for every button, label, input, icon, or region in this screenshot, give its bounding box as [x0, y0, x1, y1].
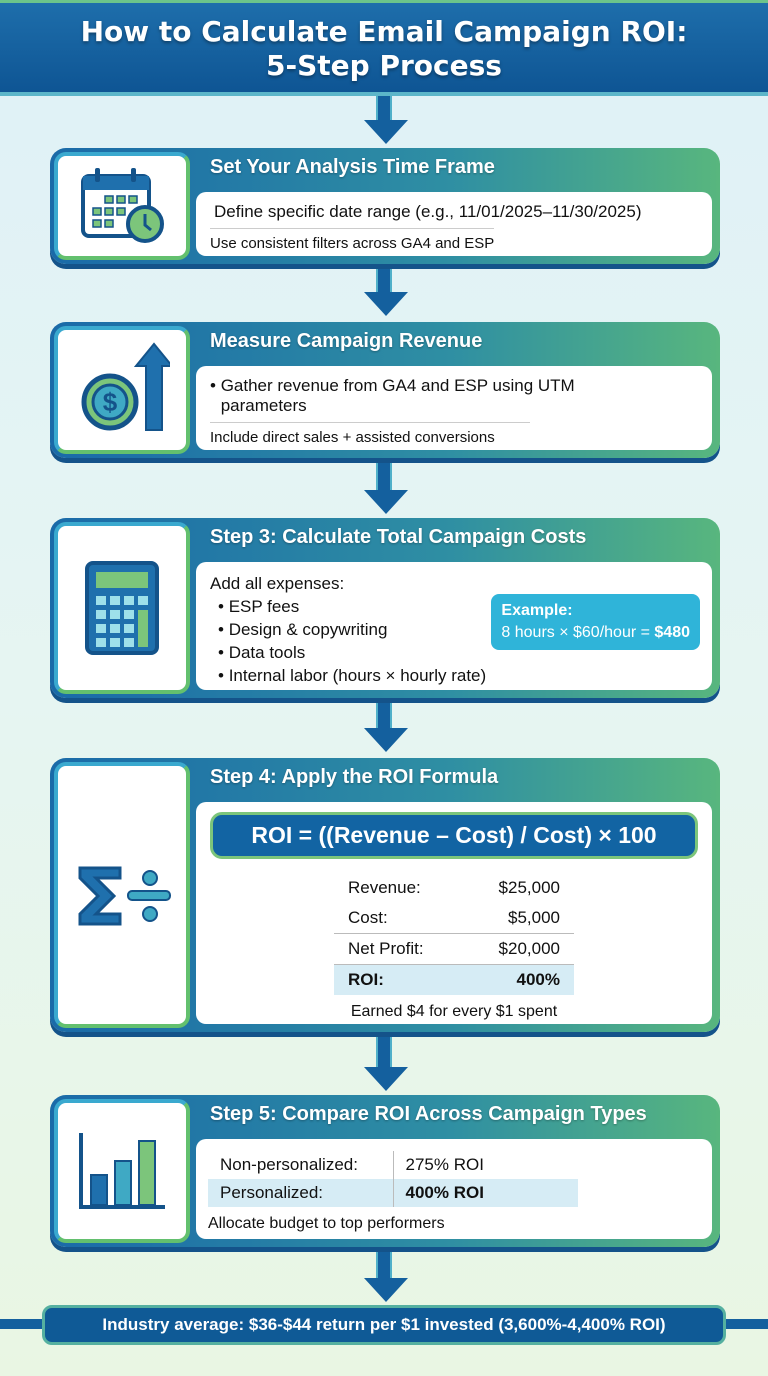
roi-example-table: [334, 873, 574, 995]
table-row: [334, 873, 574, 903]
step-body: [196, 802, 712, 1024]
list-item: • Internal labor (hours × hourly rate): [218, 664, 698, 687]
note: Earned $4 for every $1 spent: [350, 1003, 558, 1020]
row-label: Revenue:: [348, 878, 421, 897]
down-arrow-icon: [364, 1035, 404, 1091]
row-value: $20,000: [463, 934, 574, 965]
bar-chart-icon: [54, 1099, 190, 1243]
step-body: [196, 366, 712, 450]
roi-comparison-table: [208, 1151, 578, 1207]
industry-average-text: Industry average: $36-$44 return per $1 invested (3,600%-4,400% ROI): [42, 1305, 726, 1345]
down-arrow-icon: [364, 1250, 404, 1302]
page-title: [0, 0, 768, 96]
example-result: $480: [654, 624, 690, 641]
dollar-arrow-up-icon: [54, 326, 190, 454]
down-arrow-icon: [364, 462, 404, 514]
step-title: Set Your Analysis Time Frame: [210, 156, 495, 178]
roi-formula: ROI = ((Revenue – Cost) / Cost) × 100: [210, 812, 698, 859]
step-title: Step 4: Apply the ROI Formula: [210, 766, 499, 788]
down-arrow-icon: [364, 96, 404, 144]
step-body: [196, 562, 712, 690]
calendar-clock-icon: [54, 152, 190, 260]
step-4-card: [50, 758, 720, 1032]
bullet-text: Gather revenue from GA4 and ESP using UTM parameters: [220, 376, 575, 415]
example-calc: [501, 622, 690, 644]
step-title: Step 5: Compare ROI Across Campaign Types: [210, 1103, 647, 1125]
list-item: • Data tools: [218, 641, 698, 664]
title-line-1: How to Calculate Email Campaign ROI:: [80, 15, 688, 48]
title-line-2: 5-Step Process: [266, 49, 502, 82]
step-1-card: [50, 148, 720, 264]
row-label: Personalized:: [208, 1179, 393, 1207]
row-value: 275% ROI: [405, 1155, 484, 1174]
intro: Add all expenses:: [210, 574, 345, 593]
table-row: [334, 903, 574, 934]
note: Include direct sales + assisted conversions: [210, 422, 530, 446]
row-label: ROI:: [334, 965, 463, 996]
list-item: • ESP fees: [218, 595, 698, 618]
down-arrow-icon: [364, 700, 404, 752]
bullet: [210, 376, 698, 416]
row-value: $5,000: [508, 908, 560, 927]
row-value: 400% ROI: [393, 1179, 578, 1207]
table-row: [208, 1151, 578, 1179]
example-label: Example:: [501, 602, 573, 619]
down-arrow-icon: [364, 268, 404, 316]
note: Allocate budget to top performers: [208, 1215, 445, 1232]
row-value: $25,000: [498, 878, 560, 897]
bullet-dot: •: [210, 376, 221, 395]
sigma-divide-icon: [54, 762, 190, 1028]
example-callout: [491, 594, 700, 650]
note: Use consistent filters across GA4 and ESP: [210, 228, 494, 252]
step-3-card: [50, 518, 720, 698]
row-label: Net Profit:: [334, 934, 463, 965]
step-body: [196, 192, 712, 256]
list-item: • Design & copywriting: [218, 618, 698, 641]
industry-average-banner: [0, 1305, 768, 1345]
calculator-icon: [54, 522, 190, 694]
step-body: [196, 1139, 712, 1239]
bullet: Define specific date range (e.g., 11/01/2025–11/30/2025): [214, 202, 642, 221]
table-row-highlight: [334, 965, 574, 996]
step-title: Step 3: Calculate Total Campaign Costs: [210, 526, 587, 548]
table-row: [334, 934, 574, 965]
row-label: Cost:: [348, 908, 388, 927]
step-2-card: [50, 322, 720, 458]
row-value: 400%: [463, 965, 574, 996]
step-5-card: [50, 1095, 720, 1247]
svg-text:$: $: [102, 387, 118, 417]
step-title: Measure Campaign Revenue: [210, 330, 483, 352]
row-label: Non-personalized:: [208, 1151, 393, 1179]
example-text: 8 hours × $60/hour =: [501, 624, 655, 641]
table-row-highlight: [208, 1179, 578, 1207]
